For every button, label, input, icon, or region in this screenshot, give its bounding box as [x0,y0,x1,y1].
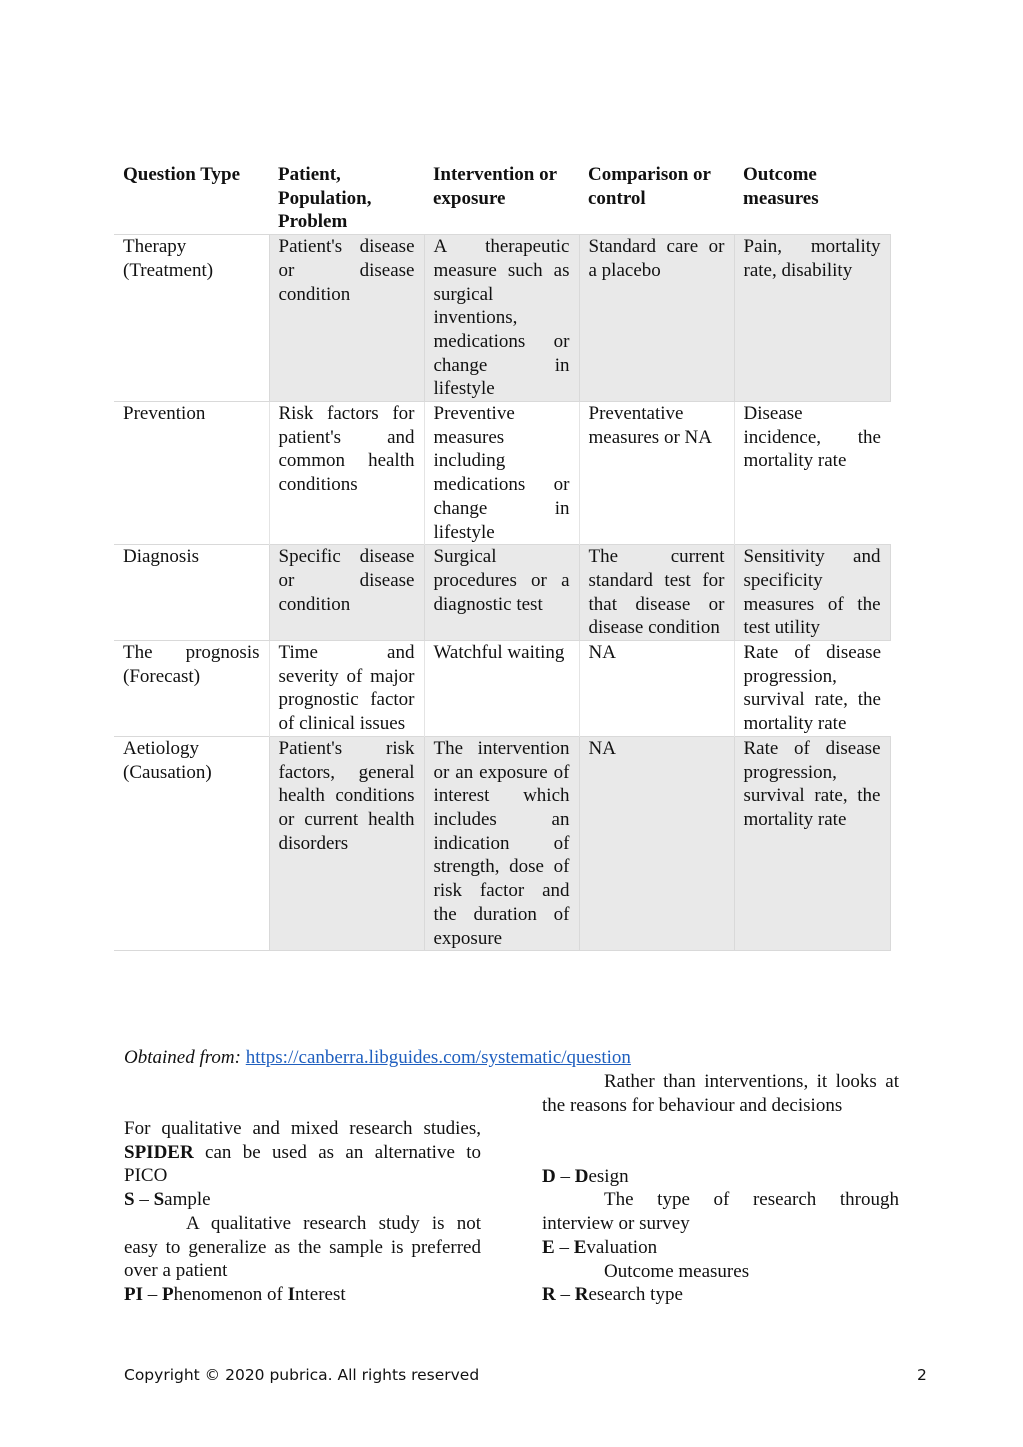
cell-intervention: The intervention or an exposure of interest which includes an indication of strength, dose of risk factor and the duration of exposure [424,736,579,950]
cell-population: Patient's disease or disease condition [269,235,424,402]
spider-e-description: Outcome measures [604,1261,750,1282]
cell-outcome: Sensitivity and specificity measures of the test utility [734,545,890,641]
spider-s-description: A qualitative research study is not easy to generalize as the sample is preferred over a patient [124,1213,481,1282]
header-population: Patient, Population, Problem [278,164,372,233]
cell-intervention: Preventive measures including medications or change in lifestyle [424,402,579,545]
spider-intro: For qualitative and mixed research studies, SPIDER can be used as an alternative to PICO [124,1118,482,1187]
spider-pi-heading: PI – Phenomenon of Interest [124,1284,346,1305]
cell-comparison: Preventative measures or NA [579,402,734,545]
cell-question-type: Prevention [114,402,269,545]
header-comparison: Comparison or control [588,164,711,209]
cell-question-type: Aetiology (Causation) [114,736,269,950]
table-row [114,641,890,737]
table-row [114,235,890,402]
cell-outcome: Disease incidence, the mortality rate [734,402,890,545]
pico-table [114,163,891,951]
page-number: 2 [917,1366,927,1384]
spider-acronym: SPIDER [124,1141,194,1163]
header-intervention: Intervention or exposure [433,164,557,209]
cell-intervention: Watchful waiting [424,641,579,737]
cell-population: Patient's risk factors, general health conditions or current health disorders [269,736,424,950]
cell-population: Time and severity of major prognostic factor of clinical issues [269,641,424,737]
cell-question-type: Diagnosis [114,545,269,641]
cell-question-type: The prognosis (Forecast) [114,641,269,737]
cell-outcome: Pain, mortality rate, disability [734,235,890,402]
table-row [114,402,890,545]
cell-intervention: Surgical procedures or a diagnostic test [424,545,579,641]
footer-copyright: Copyright © 2020 pubrica. All rights reserved [124,1366,480,1384]
cell-question-type: Therapy (Treatment) [114,235,269,402]
cell-comparison: Standard care or a placebo [579,235,734,402]
header-question-type: Question Type [123,164,241,185]
spider-r-heading: R – Research type [542,1284,683,1305]
source-link[interactable]: https://canberra.libguides.com/systematic/question [245,1047,631,1068]
cell-population: Risk factors for patient's and common health conditions [269,402,424,545]
cell-population: Specific disease or disease condition [269,545,424,641]
spider-d-description: The type of research through interview or survey [542,1189,899,1234]
spider-e-heading: E – Evaluation [542,1237,658,1258]
table-row [114,736,890,950]
spider-pi-description: Rather than interventions, it looks at the reasons for behaviour and decisions [542,1071,899,1116]
cell-intervention: A therapeutic measure such as surgical inventions, medications or change in lifestyle [424,235,579,402]
cell-outcome: Rate of disease progression, survival rate, the mortality rate [734,641,890,737]
spider-s-heading: S – Sample [124,1189,211,1210]
cell-comparison: NA [579,736,734,950]
cell-comparison: NA [579,641,734,737]
table-row [114,545,890,641]
table-header-row [114,163,890,235]
source-label: Obtained from: [124,1047,241,1068]
cell-comparison: The current standard test for that disease or disease condition [579,545,734,641]
spider-d-heading: D – Design [542,1166,629,1187]
source-citation [124,1046,631,1070]
cell-outcome: Rate of disease progression, survival rate, the mortality rate [734,736,890,950]
header-outcome: Outcome measures [743,164,819,209]
